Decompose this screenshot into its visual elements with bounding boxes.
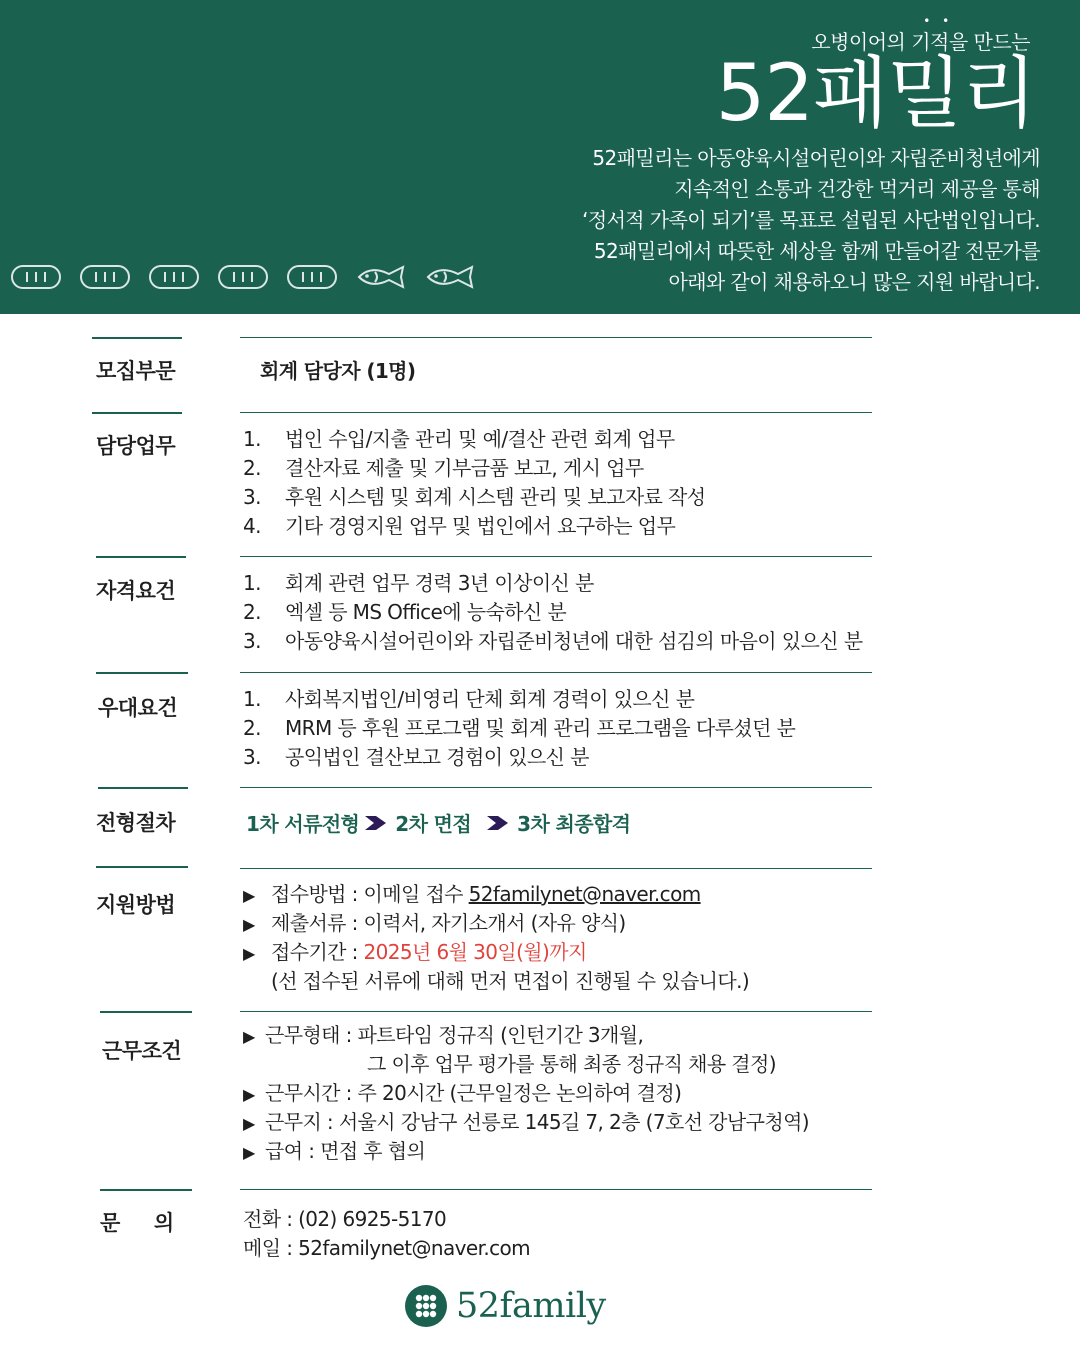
intro-line: ‘정서적 가족이 되기’를 목표로 설립된 사단법인입니다. <box>582 208 1040 232</box>
triangle-bullet-icon: ▶ <box>243 1143 255 1162</box>
decorative-icon-row <box>10 262 476 292</box>
list-item: 2. 엑셀 등 MS Office에 능숙하신 분 <box>243 600 567 624</box>
footer-logo <box>404 1284 606 1328</box>
section-label-recruit: 모집부문 <box>96 359 176 383</box>
section-label-apply: 지원방법 <box>96 893 176 917</box>
list-item: 1. 사회복지법인/비영리 단체 회계 경력이 있으신 분 <box>243 687 695 711</box>
fish-icon <box>355 262 407 292</box>
process-steps <box>246 808 630 837</box>
list-item: ▶ 근무시간 : 주 20시간 (근무일정은 논의하여 결정) <box>243 1079 809 1108</box>
list-item: ▶ 접수기간 : 2025년 6월 30일(월)까지 <box>243 938 749 967</box>
list-item: 4. 기타 경영지원 업무 및 법인에서 요구하는 업무 <box>243 514 676 538</box>
apply-list <box>243 880 749 996</box>
label-divider <box>96 556 186 558</box>
list-item: 3. 아동양육시설어린이와 자립준비청년에 대한 섬김의 마음이 있으신 분 <box>243 629 863 653</box>
recruit-position: 회계 담당자 (1명) <box>260 359 416 383</box>
process-step: 3차 최종합격 <box>517 812 631 836</box>
tagline: 오병이어의 기적을 만드는 • • <box>811 14 1030 54</box>
contact-phone: 전화 : (02) 6925-5170 <box>243 1207 447 1231</box>
row-divider <box>240 672 872 673</box>
intro-line: 52패밀리에서 따뜻한 세상을 함께 만들어갈 전문가를 <box>593 239 1040 263</box>
process-step: 1차 서류전형 <box>246 812 360 836</box>
row-divider <box>240 412 872 413</box>
header-banner <box>0 0 1080 314</box>
label-divider <box>100 1011 192 1013</box>
contact-info <box>243 1205 530 1263</box>
list-item: ▶ 급여 : 면접 후 협의 <box>243 1137 809 1166</box>
list-item: (선 접수된 서류에 대해 먼저 면접이 진행될 수 있습니다.) <box>271 969 750 993</box>
bread-icon <box>148 262 200 292</box>
list-item: 2. MRM 등 후원 프로그램 및 회계 관리 프로그램을 다루셨던 분 <box>243 716 796 740</box>
section-label-contact: 문 의 <box>100 1211 174 1235</box>
section-label-preferred: 우대요건 <box>98 696 178 720</box>
conditions-list <box>243 1021 809 1166</box>
logo-wordmark: 52family <box>456 1286 606 1326</box>
list-item: 그 이후 업무 평가를 통해 최종 정규직 채용 결정) <box>367 1052 776 1076</box>
list-item: 1. 법인 수입/지출 관리 및 예/결산 관련 회계 업무 <box>243 427 675 451</box>
tagline-dots: • • <box>923 14 954 28</box>
triangle-bullet-icon: ▶ <box>243 1114 255 1133</box>
section-label-qualifications: 자격요건 <box>96 579 176 603</box>
bread-icon <box>217 262 269 292</box>
triangle-bullet-icon: ▶ <box>243 886 255 905</box>
bread-icon <box>79 262 131 292</box>
label-divider <box>98 787 188 789</box>
label-divider <box>96 866 188 868</box>
fish-icon <box>424 262 476 292</box>
row-divider <box>240 1011 872 1012</box>
triangle-bullet-icon: ▶ <box>243 944 255 963</box>
bread-icon <box>10 262 62 292</box>
chevron-right-icon <box>365 815 387 831</box>
triangle-bullet-icon: ▶ <box>243 1027 255 1046</box>
chevron-right-icon <box>487 815 509 831</box>
row-divider <box>240 1189 872 1190</box>
row-divider <box>240 556 872 557</box>
row-divider <box>240 337 872 338</box>
52family-logo-mark <box>404 1284 448 1328</box>
qualifications-list <box>243 569 862 656</box>
intro-line: 지속적인 소통과 건강한 먹거리 제공을 통해 <box>674 177 1040 201</box>
row-divider <box>240 787 872 788</box>
brand-title: 52패밀리 <box>715 49 1036 139</box>
contact-email: 메일 : 52familynet@naver.com <box>243 1236 531 1260</box>
label-divider <box>92 337 182 339</box>
list-item: ▶ 근무지 : 서울시 강남구 선릉로 145길 7, 2층 (7호선 강남구청역) <box>243 1108 809 1137</box>
triangle-bullet-icon: ▶ <box>243 1085 255 1104</box>
section-label-conditions: 근무조건 <box>102 1039 182 1063</box>
intro-line: 아래와 같이 채용하오니 많은 지원 바랍니다. <box>668 270 1040 294</box>
list-item: 1. 회계 관련 업무 경력 3년 이상이신 분 <box>243 571 594 595</box>
triangle-bullet-icon: ▶ <box>243 915 255 934</box>
list-item: 2. 결산자료 제출 및 기부금품 보고, 게시 업무 <box>243 456 644 480</box>
label-divider <box>100 1189 192 1191</box>
list-item: 3. 공익법인 결산보고 경험이 있으신 분 <box>243 745 589 769</box>
section-label-process: 전형절차 <box>96 811 176 835</box>
list-item: ▶ 제출서류 : 이력서, 자기소개서 (자유 양식) <box>243 909 749 938</box>
bread-icon <box>286 262 338 292</box>
list-item: 3. 후원 시스템 및 회계 시스템 관리 및 보고자료 작성 <box>243 485 706 509</box>
label-divider <box>92 412 182 414</box>
email-link[interactable]: 52familynet@naver.com <box>468 882 701 906</box>
preferred-list <box>243 685 795 772</box>
row-divider <box>240 868 872 869</box>
list-item: ▶ 접수방법 : 이메일 접수 52familynet@naver.com <box>243 880 749 909</box>
deadline: 2025년 6월 30일(월)까지 <box>363 940 587 964</box>
label-divider <box>96 672 188 674</box>
duties-list <box>243 425 705 541</box>
section-label-duties: 담당업무 <box>96 434 176 458</box>
intro-line: 52패밀리는 아동양육시설어린이와 자립준비청년에게 <box>592 146 1040 170</box>
intro-text <box>582 143 1040 298</box>
list-item: ▶ 근무형태 : 파트타임 정규직 (인턴기간 3개월, <box>243 1021 809 1050</box>
process-step: 2차 면접 <box>395 812 472 836</box>
